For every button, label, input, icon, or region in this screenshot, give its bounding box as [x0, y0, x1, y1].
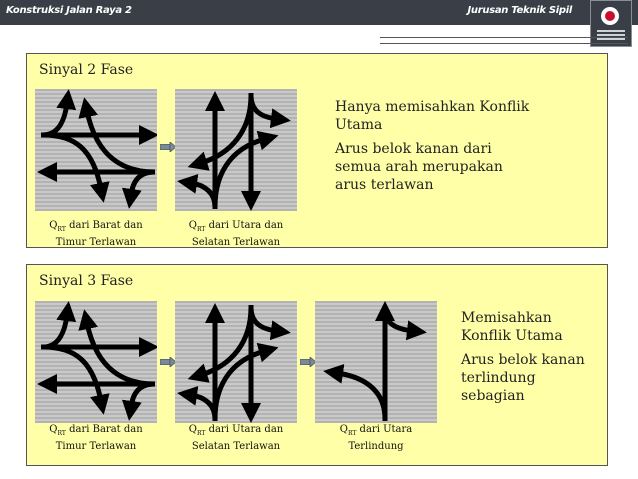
step-arrow-icon	[160, 142, 176, 152]
diagram-west-east-opposed	[35, 89, 157, 211]
caption-north-south: $Q_{RT}$ dari Utara dan Selatan Terlawan	[188, 424, 284, 452]
header-divider	[380, 43, 628, 44]
header-divider	[380, 37, 628, 38]
panel-signal-3-phase	[26, 264, 608, 466]
panel-title: Sinyal 2 Fase	[39, 62, 134, 78]
course-title: Konstruksi Jalan Raya 2	[6, 5, 132, 16]
header-bar	[0, 0, 638, 25]
panel-signal-2-phase	[26, 53, 608, 248]
desc-line: Hanya memisahkan Konflik Utama	[335, 99, 530, 133]
desc-line: Memisahkan Konflik Utama	[461, 310, 563, 344]
desc-line: Arus belok kanan dari semua arah merupakan arus terlawan	[335, 141, 503, 193]
caption-north-protected: $Q_{RT}$ dari Utara Terlindung	[339, 424, 413, 452]
panel-title: Sinyal 3 Fase	[39, 273, 134, 289]
panel-description	[335, 98, 535, 200]
step-arrow-icon	[160, 357, 176, 367]
diagram-west-east-opposed	[35, 301, 157, 423]
diagram-north-south-opposed	[175, 89, 297, 211]
institution-logo	[590, 0, 632, 47]
department-title: Jurusan Teknik Sipil	[467, 5, 572, 16]
caption-north-south: $Q_{RT}$ dari Utara dan Selatan Terlawan	[188, 220, 284, 248]
logo-emblem-icon	[601, 7, 619, 25]
diagram-north-south-opposed	[175, 301, 297, 423]
caption-west-east: $Q_{RT}$ dari Barat dan Timur Terlawan	[49, 424, 143, 452]
caption-west-east: $Q_{RT}$ dari Barat dan Timur Terlawan	[49, 220, 143, 248]
diagram-north-protected	[315, 301, 437, 423]
step-arrow-icon	[300, 357, 316, 367]
desc-line: Arus belok kanan terlindung sebagian	[461, 352, 585, 404]
panel-description	[461, 309, 601, 411]
